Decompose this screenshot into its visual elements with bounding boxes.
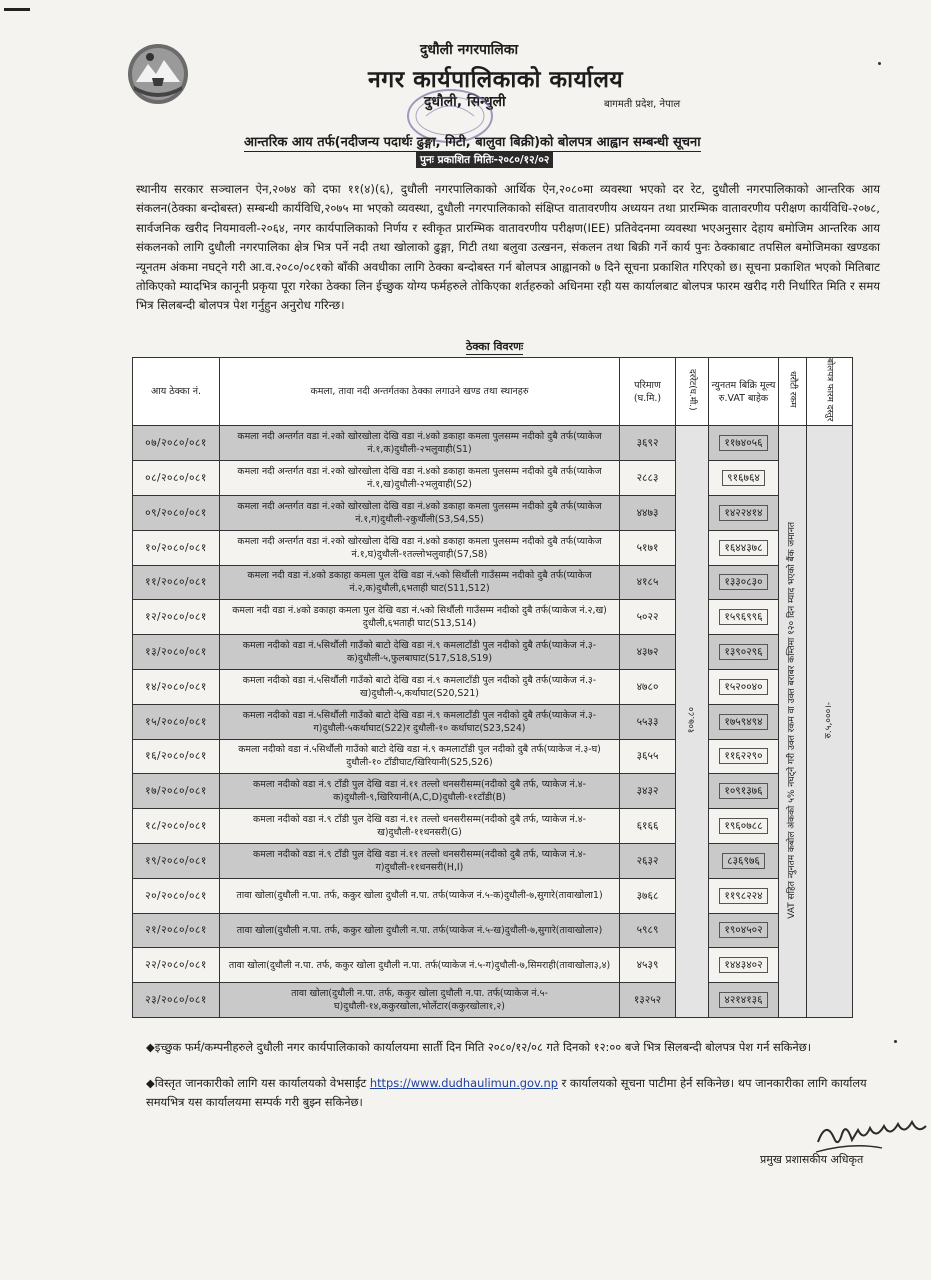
header-deposit bbox=[779, 358, 807, 426]
contract-min-price-value: ४२१४१३६ bbox=[719, 992, 767, 1008]
contract-description: कमला नदी अन्तर्गत वडा नं.२को खोरखोला देखि वडा नं.४को डकाहा कमला पुलसम्म नदीको दुबै तर्फ(प्याकेज नं.१,घ)दुधौली-१तल्लोभलुवाही(S7,S8) bbox=[220, 530, 620, 565]
contract-min-price-value: ९१६७६४ bbox=[722, 470, 765, 486]
header-code: आय ठेक्का नं. bbox=[133, 358, 220, 426]
contract-min-price-value: १०९१३७६ bbox=[719, 783, 767, 799]
contract-description: कमला नदीको वडा नं.५सिर्थौली गाउँको बाटो देखि वडा नं.९ कमलाटाँडी पुल नदीको दुबै तर्फ(प्याकेज नं.३-ग)दुधौली-५कर्थाघाट(S22)र दुधौली-१० कर्थाघाट(S23,S24) bbox=[220, 704, 620, 739]
contract-description: तावा खोला(दुधौली न.पा. तर्फ, ककुर खोला दुधौली न.पा. तर्फ(प्याकेज नं.५-ख)दुधौली-७,सुगारे(तावाखोला२) bbox=[220, 913, 620, 948]
contract-quantity: ३६५५ bbox=[620, 739, 676, 774]
contract-min-price-value: ११७४०५६ bbox=[719, 435, 767, 451]
table-row bbox=[133, 600, 853, 635]
corner-mark bbox=[4, 8, 30, 11]
contract-quantity: ५५३३ bbox=[620, 704, 676, 739]
speck bbox=[878, 62, 881, 65]
merged-form-fee-text: रु.५,०००।- bbox=[824, 701, 834, 739]
contract-min-price-value: ८३६९७६ bbox=[722, 853, 765, 869]
table-header-row bbox=[133, 358, 853, 426]
contract-min-price bbox=[709, 809, 779, 844]
contract-min-price bbox=[709, 461, 779, 496]
contract-description: कमला नदीको वडा नं.५सिर्थौली गाउँको बाटो देखि वडा नं.९ कमलाटाँडी पुल नदीको दुबै तर्फ(प्याकेज नं.३-घ) दुधौली-१० टाँडीघाट/खिरियानी(S25,S26) bbox=[220, 739, 620, 774]
signatory-title: प्रमुख प्रशासकीय अधिकृत bbox=[760, 1153, 864, 1166]
contract-description: कमला नदी अन्तर्गत वडा नं.२को खोरखोला देखि वडा नं.४को डकाहा कमला पुलसम्म नदीको दुबै तर्फ(प्याकेज नं.१,ख)दुधौली-२भलुवाही(S2) bbox=[220, 461, 620, 496]
table-row bbox=[133, 774, 853, 809]
contract-min-price bbox=[709, 739, 779, 774]
contract-min-price bbox=[709, 704, 779, 739]
contract-quantity: ४७८० bbox=[620, 669, 676, 704]
contract-min-price-value: १४४३४०२ bbox=[719, 957, 767, 973]
contract-min-price bbox=[709, 774, 779, 809]
table-row bbox=[133, 635, 853, 670]
contract-min-price bbox=[709, 948, 779, 983]
contract-description: तावा खोला(दुधौली न.पा. तर्फ, ककुर खोला दुधौली न.पा. तर्फ(प्याकेज नं.५-ग)दुधौली-७,सिमराही(तावाखोला३,४) bbox=[220, 948, 620, 983]
header-description: कमला, तावा नदी अन्तर्गतका ठेक्का लगाउने खण्ड तथा स्थानहरु bbox=[220, 358, 620, 426]
contract-code: १८/२०८०/०८१ bbox=[133, 809, 220, 844]
contract-min-price bbox=[709, 843, 779, 878]
contract-min-price-value: ११६२२९० bbox=[719, 748, 767, 764]
contract-min-price-value: १३३०८३० bbox=[719, 574, 767, 590]
table-row bbox=[133, 983, 853, 1018]
contract-code: ११/२०८०/०८१ bbox=[133, 565, 220, 600]
office-name: नगर कार्यपालिकाको कार्यालय bbox=[368, 67, 624, 93]
contract-min-price bbox=[709, 426, 779, 461]
table-row bbox=[133, 948, 853, 983]
contract-code: १६/२०८०/०८१ bbox=[133, 739, 220, 774]
contract-min-price-value: १६४४३७८ bbox=[719, 540, 767, 556]
header-quantity: परिमाण (घ.मि.) bbox=[620, 358, 676, 426]
contract-quantity: ६१६६ bbox=[620, 809, 676, 844]
merged-form-fee bbox=[807, 426, 853, 1018]
contract-min-price bbox=[709, 565, 779, 600]
contract-min-price-value: १४२२४१४ bbox=[719, 505, 767, 521]
contract-code: १९/२०८०/०८१ bbox=[133, 843, 220, 878]
table-row bbox=[133, 878, 853, 913]
contract-description: तावा खोला(दुधौली न.पा. तर्फ, ककुर खोला दुधौली न.पा. तर्फ(प्याकेज नं.५-घ)दुधौली-१४,ककुरखोला,भोर्लेटार(ककुरखोला१,२) bbox=[220, 983, 620, 1018]
contract-quantity: ३४३२ bbox=[620, 774, 676, 809]
contract-quantity: ५९८९ bbox=[620, 913, 676, 948]
contract-quantity: ५१७१ bbox=[620, 530, 676, 565]
contract-table bbox=[132, 357, 853, 1018]
contract-min-price bbox=[709, 635, 779, 670]
contract-min-price bbox=[709, 669, 779, 704]
table-row bbox=[133, 426, 853, 461]
contract-min-price-value: ११९८२२४ bbox=[719, 888, 767, 904]
table-row bbox=[133, 461, 853, 496]
contract-quantity: ३६९२ bbox=[620, 426, 676, 461]
website-link[interactable]: https://www.dudhaulimun.gov.np bbox=[369, 1076, 558, 1090]
merged-deposit bbox=[779, 426, 807, 1018]
province-label: बागमती प्रदेश, नेपाल bbox=[604, 99, 681, 110]
nepal-emblem-icon bbox=[126, 42, 190, 106]
contract-code: २०/२०८०/०८१ bbox=[133, 878, 220, 913]
contract-code: १२/२०८०/०८१ bbox=[133, 600, 220, 635]
contract-min-price-value: १९०४५०२ bbox=[719, 922, 767, 938]
contract-description: कमला नदी वडा नं.४को डकाहा कमला पुल देखि वडा नं.५को सिर्थौली गाउँसम्म नदीको दुबै तर्फ(प्याकेज नं.२,ख) दुधौली,६भताही घाट(S13,S14) bbox=[220, 600, 620, 635]
table-row bbox=[133, 739, 853, 774]
contract-quantity: ५०२२ bbox=[620, 600, 676, 635]
contract-quantity: २८८३ bbox=[620, 461, 676, 496]
table-row bbox=[133, 704, 853, 739]
notice-title: आन्तरिक आय तर्फ(नदीजन्य पदार्थः ढुङ्गा, गिटी, बालुवा बिक्री)को बोलपत्र आह्वान सम्बन्धी सूचना bbox=[244, 132, 701, 152]
header-min-price: न्युनतम बिक्रि मूल्य रु.VAT बाहेक bbox=[709, 358, 779, 426]
contract-code: ०९/२०८०/०८१ bbox=[133, 495, 220, 530]
intro-paragraph: स्थानीय सरकार सञ्चालन ऐन,२०७४ को दफा ११(४)(६), दुधौली नगरपालिकाको आर्थिक ऐन,२०८०मा व्यवस्था भएको दर रेट, दुधौली नगरपालिकाको आन्तरिक आय संकलन(ठेक्का बन्दोबस्त) सम्बन्धी कार्यविधि,२०७५ मा भएको व्यवस्था, दुधौली नगरपालिकाको संक्षिप्त वातावरणीय अध्ययन तथा प्रारम्भिक वातावरणीय परीक्षण कार्यविधि-२०७८, सार्वजनिक खरीद नियमावली-२०६४, नगर कार्यपालिकाको निर्णय र स्वीकृत प्रारम्भिक वातावरणीय परीक्षण(IEE) प्रतिवेदनमा व्यवस्था भएअनुसार देहाय बमोजिम आन्तरिक आय संकलनको लागि दुधौली नगरपालिका क्षेत्र भित्र पर्ने नदी तथा खोलाको ढुङ्गा, गिटी तथा बलुवा उत्खनन, संकलन तथा बिक्री गर्ने कार्य पुनः ठेक्काबाट तपसिल बमोजिमका खण्डका न्यूनतम अंकमा नघट्ने गरी आ.व.२०८०/०८१को बाँकी अवधीका लागि ठेक्का बन्दोबस्त गर्न बोलपत्र आह्वानको ७ दिने सूचना प्रकाशित गरिएको छ। सूचना प्रकाशित भएको मितिबाट तोकिएको म्यादभित्र कानूनी प्रकृया पूरा गरेका ठेक्का लिन ईच्छुक योग्य फर्महरुले तोकिएका शर्तहरुको अधिनमा रही यस कार्यालबाट बोलपत्र फारम खरीद गरी निर्धारित मिति र समय भित्र सिलबन्दी बोलपत्र पेश गर्नुहुन अनुरोध गरिन्छ। bbox=[136, 182, 880, 313]
header-form-fee-text: बोलपत्र फारम दस्तुर bbox=[824, 358, 835, 422]
contract-quantity: ४४७३ bbox=[620, 495, 676, 530]
contract-quantity: ४१८५ bbox=[620, 565, 676, 600]
contract-min-price bbox=[709, 530, 779, 565]
note-website-suffix: र कार्यालयको सूचना पाटीमा हेर्न सकिनेछ। थप जानकारीका लागि कार्यालय समयभित्र यस कार्यालयमा सम्पर्क गरी बुझ्न सकिनेछ। bbox=[146, 1076, 867, 1109]
contract-min-price bbox=[709, 913, 779, 948]
contract-min-price-value: १९६०७८८ bbox=[719, 818, 767, 834]
merged-rate-text: १०७.८० bbox=[686, 706, 697, 734]
note-submission bbox=[146, 1038, 872, 1057]
contract-min-price bbox=[709, 495, 779, 530]
contract-description: कमला नदीको वडा नं.५सिर्थौली गाउँको बाटो देखि वडा नं.९ कमलाटाँडी पुल नदीको दुबै तर्फ(प्याकेज नं.३-ख)दुधौली-५,कर्थाघाट(S20,S21) bbox=[220, 669, 620, 704]
contract-description: कमला नदीको वडा नं.९ टाँडी पुल देखि वडा नं.११ तल्लो धनसरीसम्म(नदीको दुबै तर्फ, प्याकेज नं.४-क)दुधौली-९,खिरियानी(A,C,D)दुधौली-११टाँडी(B) bbox=[220, 774, 620, 809]
contract-code: ०८/२०८०/०८१ bbox=[133, 461, 220, 496]
contract-description: कमला नदी अन्तर्गत वडा नं.२को खोरखोला देखि वडा नं.४को डकाहा कमला पुलसम्म नदीको दुबै तर्फ(प्याकेज नं.१,ग)दुधौली-२कुर्थौली(S3,S4,S5) bbox=[220, 495, 620, 530]
merged-deposit-text: VAT सहित न्युनतम कबोल अंकको ५% नघट्ने गरी उक्त रकम वा उक्त बराबर कम्तिमा १२० दिन म्याद भएको बैंक जमानत bbox=[787, 521, 797, 919]
contract-description: कमला नदी अन्तर्गत वडा नं.२को खोरखोला देखि वडा नं.४को डकाहा कमला पुलसम्म नदीको दुबै तर्फ(प्याकेज नं.१,क)दुधौली-२भलुवाही(S1) bbox=[220, 426, 620, 461]
note-website bbox=[146, 1074, 872, 1112]
contract-description: कमला नदीको वडा नं.९ टाँडी पुल देखि वडा नं.११ तल्लो धनसरीसम्म(नदीको दुबै तर्फ, प्याकेज नं.४-ग)दुधौली-११धनसरी(H,I) bbox=[220, 843, 620, 878]
contract-min-price-value: १५२००४० bbox=[719, 679, 767, 695]
note-submission-text: ◆इच्छुक फर्म/कम्पनीहरुले दुधौली नगर कार्यपालिकाको कार्यालयमा सार्ती दिन मिति २०८०/१२/०८ गते दिनको १२:०० बजे भित्र सिलबन्दी बोलपत्र पेश गर्न सकिनेछ। bbox=[146, 1040, 812, 1054]
table-row bbox=[133, 669, 853, 704]
details-label: ठेक्का विवरणः bbox=[466, 340, 524, 353]
contract-code: ०७/२०८०/०८१ bbox=[133, 426, 220, 461]
contract-description: कमला नदीको वडा नं.९ टाँडी पुल देखि वडा नं.११ तल्लो धनसरीसम्म(नदीको दुबै तर्फ, प्याकेज नं.४-ख)दुधौली-११धनसरी(G) bbox=[220, 809, 620, 844]
contract-code: २३/२०८०/०८१ bbox=[133, 983, 220, 1018]
header-deposit-text: धरौटी रकम bbox=[787, 371, 798, 408]
header-form-fee bbox=[807, 358, 853, 426]
office-location: दुधौली, सिन्धुली bbox=[424, 94, 506, 110]
contract-code: २२/२०८०/०८१ bbox=[133, 948, 220, 983]
contract-quantity: ४३७२ bbox=[620, 635, 676, 670]
table-row bbox=[133, 495, 853, 530]
contract-min-price-value: १७५९४९४ bbox=[719, 714, 767, 730]
table-row bbox=[133, 809, 853, 844]
contract-code: १७/२०८०/०८१ bbox=[133, 774, 220, 809]
contract-description: कमला नदी वडा नं.४को डकाहा कमला पुल देखि वडा नं.५को सिर्थौली गाउँसम्म नदीको दुबै तर्फ(प्याकेज नं.२,क)दुधौली,६भताही घाट(S11,S12) bbox=[220, 565, 620, 600]
speck bbox=[894, 1040, 897, 1043]
contract-min-price-value: १५९६९९६ bbox=[719, 609, 767, 625]
header-rate-text: दररेट(घ.मी.) bbox=[687, 368, 697, 411]
contract-code: १५/२०८०/०८१ bbox=[133, 704, 220, 739]
contract-min-price bbox=[709, 983, 779, 1018]
contract-quantity: ४५३९ bbox=[620, 948, 676, 983]
contract-min-price bbox=[709, 878, 779, 913]
republished-date: पुनः प्रकाशित मितिः-२०८०/१२/०२ bbox=[416, 152, 553, 168]
contract-quantity: १३२५२ bbox=[620, 983, 676, 1018]
table-row bbox=[133, 565, 853, 600]
contract-description: तावा खोला(दुधौली न.पा. तर्फ, ककुर खोला दुधौली न.पा. तर्फ(प्याकेज नं.५-क)दुधौली-७,सुगारे(तावाखोला1) bbox=[220, 878, 620, 913]
contract-code: २१/२०८०/०८१ bbox=[133, 913, 220, 948]
contract-quantity: २६३२ bbox=[620, 843, 676, 878]
contract-code: १३/२०८०/०८१ bbox=[133, 635, 220, 670]
table-row bbox=[133, 843, 853, 878]
contract-min-price-value: १३९०२९६ bbox=[719, 644, 767, 660]
contract-description: कमला नदीको वडा नं.५सिर्थौली गाउँको बाटो देखि वडा नं.९ कमलाटाँडी पुल नदीको दुबै तर्फ(प्याकेज नं.३-क)दुधौली-५,फुलबाघाट(S17,S18,S19) bbox=[220, 635, 620, 670]
contract-quantity: ३७६८ bbox=[620, 878, 676, 913]
merged-rate bbox=[676, 426, 709, 1018]
contract-min-price bbox=[709, 600, 779, 635]
handwritten-signature bbox=[812, 1112, 930, 1156]
note-website-prefix: ◆विस्तृत जानकारीको लागि यस कार्यालयको वेभसाईट bbox=[146, 1076, 367, 1090]
header-rate bbox=[676, 358, 709, 426]
contract-code: १०/२०८०/०८१ bbox=[133, 530, 220, 565]
contract-code: १४/२०८०/०८१ bbox=[133, 669, 220, 704]
table-row bbox=[133, 530, 853, 565]
table-row bbox=[133, 913, 853, 948]
municipality-name: दुधौली नगरपालिका bbox=[420, 42, 519, 58]
